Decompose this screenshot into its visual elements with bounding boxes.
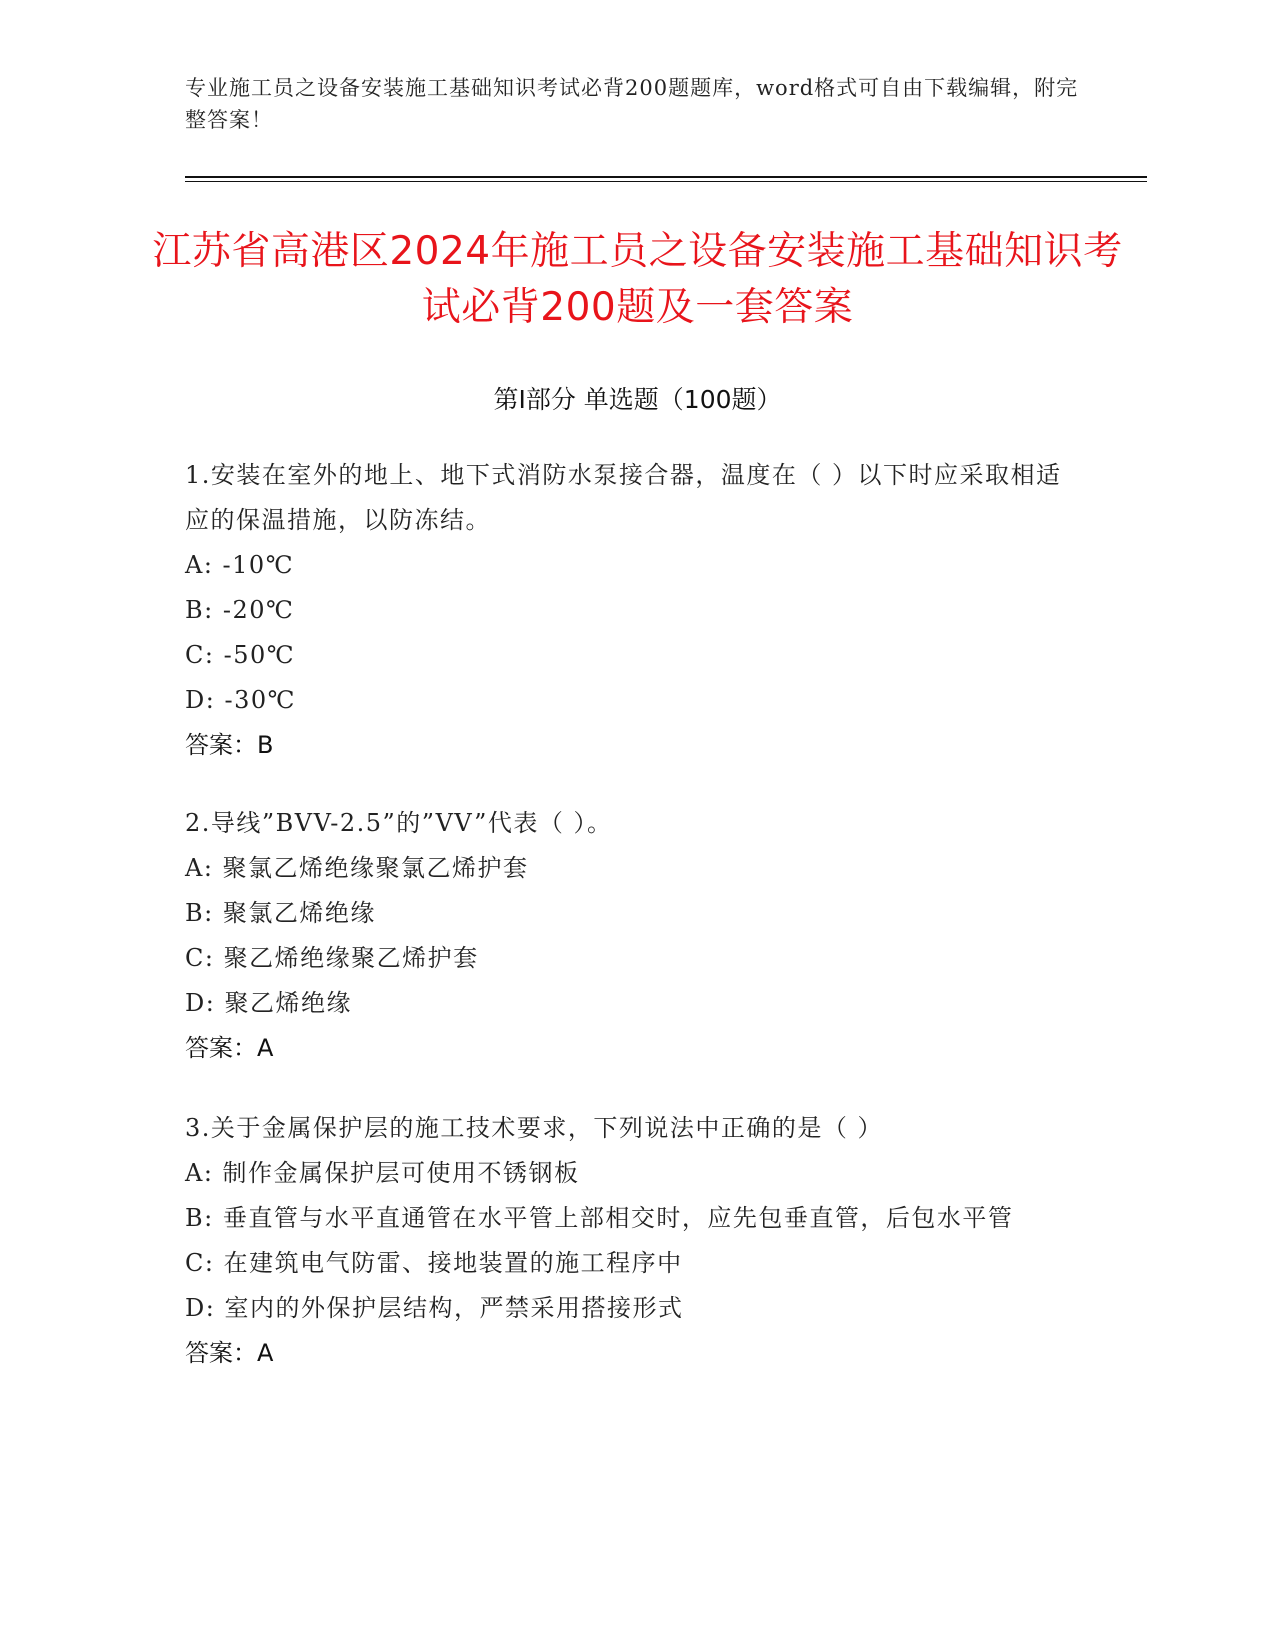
option-b: B: -20℃ <box>185 596 295 624</box>
question-text: 1.安装在室外的地上、地下式消防水泵接合器，温度在（ ）以下时应采取相适应的保温措施，以防冻结。 <box>185 461 1062 534</box>
question-text: 3.关于金属保护层的施工技术要求，下列说法中正确的是（ ） <box>185 1114 884 1142</box>
answer: 答案：A <box>185 1339 274 1367</box>
header-divider-thick <box>185 176 1147 178</box>
option-d: D: 聚乙烯绝缘 <box>185 989 352 1017</box>
section-title: 第Ⅰ部分 单选题（100题） <box>493 385 782 414</box>
question-3 <box>185 1106 1065 1376</box>
option-d: D: -30℃ <box>185 686 296 714</box>
option-b: B: 垂直管与水平直通管在水平管上部相交时，应先包垂直管，后包水平管 <box>185 1204 1014 1232</box>
header-note: 专业施工员之设备安装施工基础知识考试必背200题题库，word格式可自由下载编辑，附完整答案！ <box>185 76 1079 132</box>
answer: 答案：A <box>185 1034 274 1062</box>
header-divider-thin <box>185 181 1147 182</box>
option-a: A: 制作金属保护层可使用不锈钢板 <box>185 1159 580 1187</box>
question-text: 2.导线”BVV-2.5”的”VV”代表（ ）。 <box>185 809 613 837</box>
option-a: A: -10℃ <box>185 551 295 579</box>
option-b: B: 聚氯乙烯绝缘 <box>185 899 376 927</box>
document-title: 江苏省高港区2024年施工员之设备安装施工基础知识考试必背200题及一套答案 <box>152 229 1123 330</box>
question-1 <box>185 453 1065 768</box>
answer: 答案：B <box>185 731 274 759</box>
option-c: C: 聚乙烯绝缘聚乙烯护套 <box>185 944 479 972</box>
option-a: A: 聚氯乙烯绝缘聚氯乙烯护套 <box>185 854 529 882</box>
option-c: C: 在建筑电气防雷、接地装置的施工程序中 <box>185 1249 683 1277</box>
option-d: D: 室内的外保护层结构，严禁采用搭接形式 <box>185 1294 684 1322</box>
option-c: C: -50℃ <box>185 641 296 669</box>
question-2 <box>185 801 1065 1071</box>
